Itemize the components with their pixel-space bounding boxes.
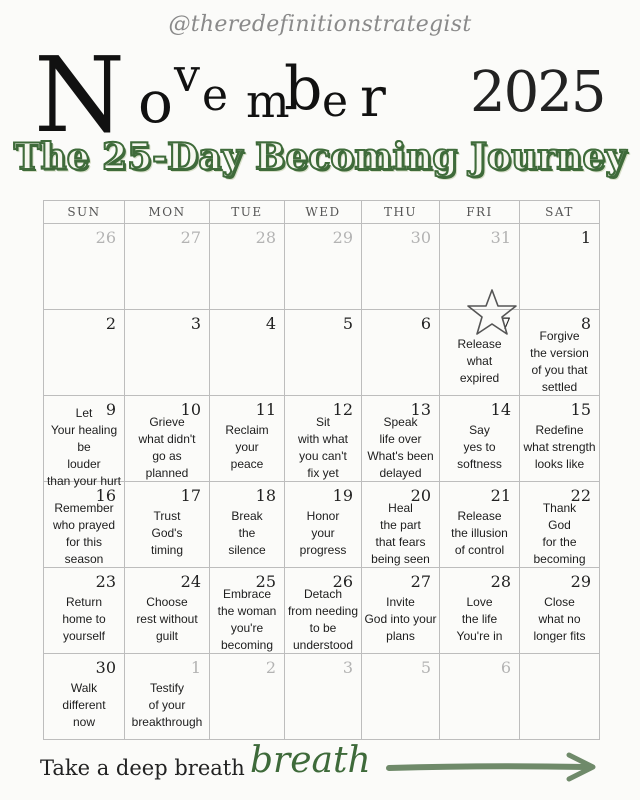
calendar-day-cell [125, 310, 210, 396]
calendar-day-cell [520, 396, 600, 482]
calendar-grid [43, 200, 600, 740]
day-number: 22 [570, 486, 591, 505]
day-number: 26 [332, 572, 353, 591]
month-letter: e [322, 76, 349, 127]
day-number: 24 [180, 572, 201, 591]
day-number: 2 [105, 314, 116, 333]
calendar-day-cell [362, 482, 440, 568]
calendar-day-cell [285, 310, 362, 396]
daily-prompt: Redefine what strength looks like [523, 423, 596, 471]
calendar-day-cell [285, 396, 362, 482]
calendar-day-cell [125, 568, 210, 654]
day-number: 16 [95, 486, 116, 505]
calendar-week-row [44, 654, 600, 740]
daily-prompt [364, 674, 437, 737]
day-number: 3 [190, 314, 201, 333]
calendar-day-cell [520, 568, 600, 654]
daily-prompt [364, 330, 437, 393]
daily-prompt: Release what expired [457, 337, 502, 385]
day-number: 9 [105, 400, 116, 419]
calendar-day-cell [44, 310, 125, 396]
day-number: 3 [342, 658, 353, 677]
day-number: 27 [410, 572, 431, 591]
daily-prompt: Say yes to softness [457, 423, 502, 471]
month-title [34, 34, 434, 156]
calendar-day-cell [440, 482, 520, 568]
daily-prompt: Walk different now [62, 681, 106, 729]
calendar-day-cell [210, 568, 285, 654]
day-number: 1 [580, 228, 591, 247]
calendar-day-cell [44, 396, 125, 488]
daily-prompt [212, 674, 282, 737]
calendar-day-cell [125, 482, 210, 568]
day-number: 25 [255, 572, 276, 591]
daily-prompt: Heal the part that fears being seen [371, 500, 430, 566]
weekday-label: SUN [44, 201, 125, 224]
daily-prompt: Speak life over What's been delayed [367, 414, 434, 480]
day-number: 31 [490, 228, 511, 247]
daily-prompt [364, 244, 437, 307]
daily-prompt: Thank God for the becoming [533, 500, 586, 566]
calendar-day-cell [520, 654, 600, 740]
day-number: 2 [265, 658, 276, 677]
calendar-day-cell [440, 654, 520, 740]
calendar-week-row [44, 568, 600, 654]
daily-prompt: Let Your healing be louder than your hurt [46, 406, 122, 488]
calendar-day-cell [44, 568, 125, 654]
day-number: 30 [410, 228, 431, 247]
calendar-day-cell [44, 224, 125, 310]
weekday-label: SAT [520, 201, 600, 224]
calendar-day-cell [125, 396, 210, 482]
month-letter: o [138, 68, 173, 136]
daily-prompt: Break the silence [228, 509, 266, 557]
calendar-day-cell [440, 396, 520, 482]
daily-prompt: Detach from needing to be understood [287, 586, 359, 652]
day-number: 14 [490, 400, 511, 419]
calendar-day-cell [210, 396, 285, 482]
month-letter: e [202, 70, 229, 121]
day-number: 28 [255, 228, 276, 247]
star-outline-icon [465, 288, 519, 336]
day-number: 13 [410, 400, 431, 419]
day-number: 5 [420, 658, 431, 677]
calendar-week-row [44, 396, 600, 482]
calendar-day-cell [125, 224, 210, 310]
calendar-day-cell [210, 654, 285, 740]
day-number: 15 [570, 400, 591, 419]
day-number: 7 [500, 314, 511, 333]
day-number: 11 [255, 400, 276, 419]
calendar-day-cell [44, 482, 125, 568]
calendar-day-cell [520, 482, 600, 568]
calendar-day-cell [285, 654, 362, 740]
day-number: 26 [95, 228, 116, 247]
daily-prompt: Invite God into your plans [364, 595, 437, 643]
calendar-day-cell [285, 568, 362, 654]
calendar-day-cell [520, 310, 600, 396]
day-number: 6 [420, 314, 431, 333]
daily-prompt: Sit with what you can't fix yet [297, 414, 349, 480]
daily-prompt: Honor your progress [299, 509, 347, 557]
day-number: 1 [190, 658, 201, 677]
daily-prompt: Choose rest without guilt [136, 595, 198, 643]
journey-title: The 25-Day Becoming Journey [13, 136, 627, 178]
calendar-day-cell [44, 654, 125, 740]
daily-prompt: Testify of your breakthrough [131, 681, 203, 729]
day-number: 19 [332, 486, 353, 505]
daily-prompt [46, 330, 122, 393]
weekday-label: MON [125, 201, 210, 224]
day-number: 21 [490, 486, 511, 505]
month-letter: v [174, 48, 200, 102]
day-number: 8 [580, 314, 591, 333]
daily-prompt: Remember who prayed for this season [52, 500, 116, 566]
calendar-day-cell [210, 482, 285, 568]
daily-prompt: Release the illusion of control [451, 509, 508, 557]
daily-prompt: Trust God's timing [150, 509, 183, 557]
calendar-day-cell [285, 224, 362, 310]
footer-script-word: breath [250, 740, 371, 781]
day-number: 12 [332, 400, 353, 419]
calendar-day-cell [362, 654, 440, 740]
daily-prompt: Return home to yourself [62, 595, 106, 643]
social-handle: @theredefinitionstrategist [168, 12, 472, 37]
daily-prompt [442, 674, 517, 737]
weekday-label: WED [285, 201, 362, 224]
day-number: 29 [570, 572, 591, 591]
month-letter: b [284, 54, 323, 124]
weekday-label: THU [362, 201, 440, 224]
day-number: 28 [490, 572, 511, 591]
day-number: 27 [180, 228, 201, 247]
daily-prompt: Embrace the woman you're becoming [217, 586, 277, 652]
daily-prompt [127, 244, 207, 307]
day-number: 29 [332, 228, 353, 247]
weekday-header-row [44, 201, 600, 224]
month-letter: m [246, 74, 290, 128]
daily-prompt [522, 674, 597, 737]
calendar-day-cell [285, 482, 362, 568]
daily-prompt: Love the life You're in [456, 595, 503, 643]
day-number: 17 [180, 486, 201, 505]
calendar-day-cell [125, 654, 210, 740]
calendar-day-cell [210, 224, 285, 310]
calendar-day-cell [362, 396, 440, 482]
day-number: 4 [265, 314, 276, 333]
day-number: 18 [255, 486, 276, 505]
day-number: 6 [500, 658, 511, 677]
daily-prompt [127, 330, 207, 393]
calendar-day-cell [210, 310, 285, 396]
month-letter: N [34, 34, 125, 156]
daily-prompt: Reclaim your peace [225, 423, 269, 471]
day-number: 10 [180, 400, 201, 419]
calendar-week-row [44, 482, 600, 568]
day-number: 20 [410, 486, 431, 505]
calendar-day-cell [362, 568, 440, 654]
daily-prompt [522, 244, 597, 307]
daily-prompt [287, 330, 359, 393]
calendar-day-cell [362, 310, 440, 396]
daily-prompt: Grieve what didn't go as planned [138, 414, 196, 480]
footer-text: Take a deep breath [40, 756, 245, 780]
day-number: 30 [95, 658, 116, 677]
month-letter: r [360, 66, 386, 129]
calendar-day-cell [520, 224, 600, 310]
calendar-day-cell [440, 568, 520, 654]
weekday-label: FRI [440, 201, 520, 224]
arrow-right-icon [385, 750, 600, 784]
weekday-label: TUE [210, 201, 285, 224]
daily-prompt [287, 674, 359, 737]
daily-prompt: Forgive the version of you that settled [530, 328, 589, 394]
daily-prompt [287, 244, 359, 307]
year-title [470, 60, 605, 125]
day-number: 5 [342, 314, 353, 333]
calendar-day-cell [362, 224, 440, 310]
day-number: 23 [95, 572, 116, 591]
daily-prompt [212, 330, 282, 393]
daily-prompt: Close what no longer fits [533, 595, 586, 643]
daily-prompt [212, 244, 282, 307]
daily-prompt [46, 244, 122, 307]
year-text: 2025 [470, 60, 605, 125]
